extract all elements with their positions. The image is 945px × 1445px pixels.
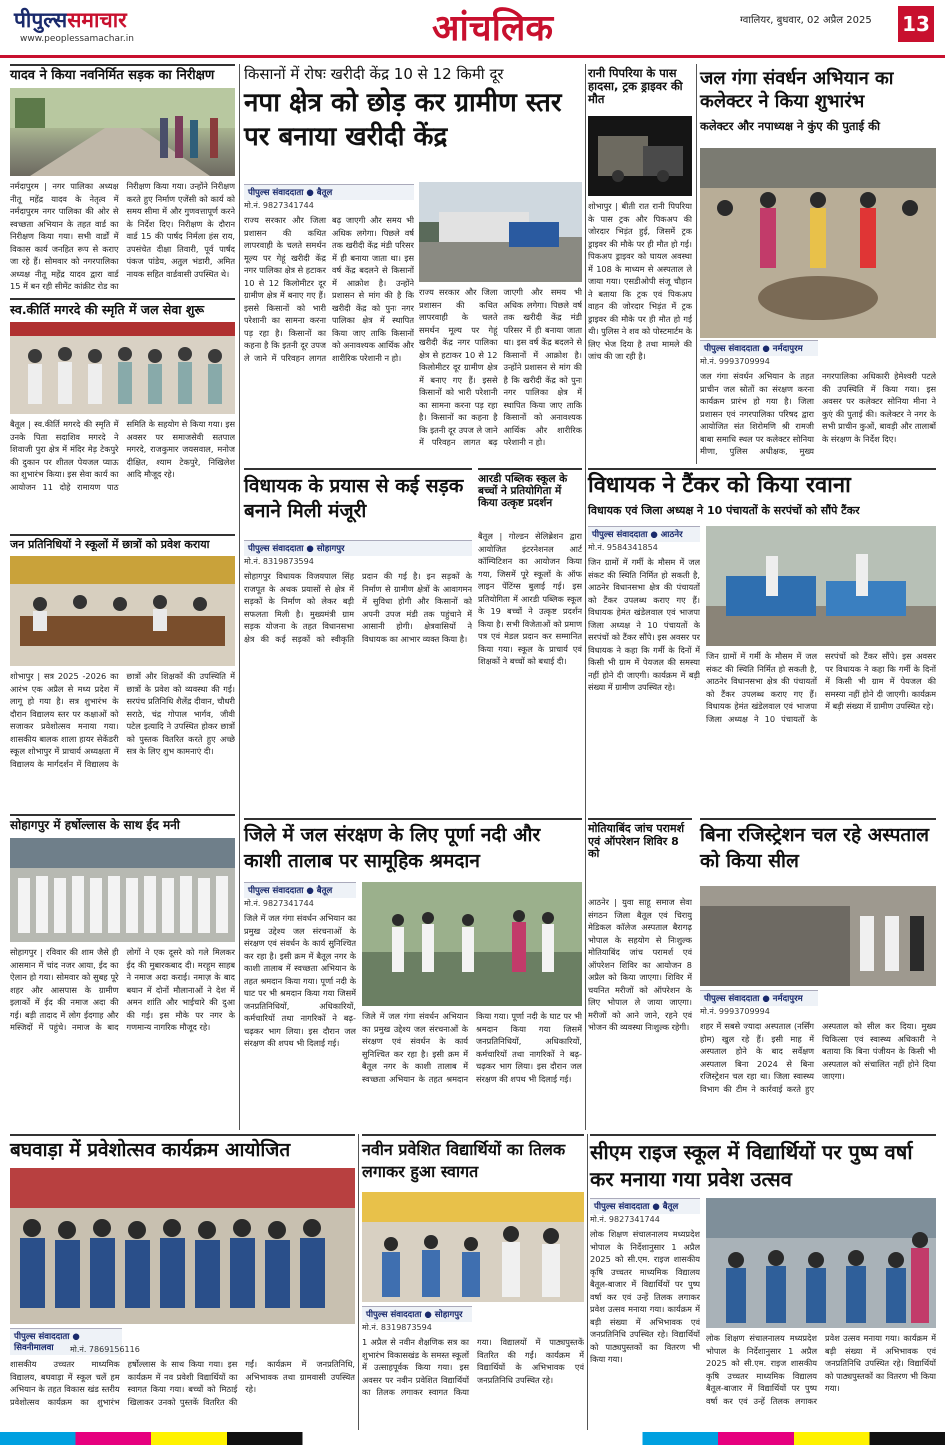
subheadline: विधायक एवं जिला अध्यक्ष ने 10 पंचायतों के सरपंचों को सौंपे टैंकर [588,504,860,518]
headline: बिना रजिस्ट्रेशन चल रहे अस्पताल को किया सील [700,824,930,872]
photo-illustration [10,838,235,942]
story-tanker [588,468,936,812]
story-tilak [362,1134,584,1430]
story-body: सोहागपुर विधायक विजयपाल सिंह राजपूत के अथक प्रयासों से क्षेत्र में सड़कों के निर्माण को लेकर बड़ी सफलता मिली है। मुख्यमंत्री ग्राम सड़क योजना के तहत विधानसभा क्षेत्र की कई सड़कों को स्वीकृति प्रदान की गई है। इन सड़कों के निर्माण से ग्रामीण क्षेत्रों के आवागमन में सुविधा होगी और किसानों को अपनी उपज मंडी तक पहुंचाने में आसानी होगी। क्षेत्रवासियों ने विधायक का आभार व्यक्त किया है। [244,571,472,644]
byline: पीपुल्स संवाददाता ● सिवनीमालवा [10,1328,122,1355]
byline: पीपुल्स संवाददाता ● नर्मदापुरम [700,340,818,356]
story-body: शासकीय उच्चतर माध्यमिक विद्यालय, बघवाड़ा में स्कूल चलें हम अभियान के तहत विकास खंड स्तरीय प्रवेशोत्सव कार्यक्रम का शुभारंभ हर्षोल्लास के साथ किया गया। इस कार्यक्रम में नव प्रवेशी विद्यार्थियों का स्वागत किया गया। बच्चों को मिठाई खिलाकर उनको पुस्तकें वितरित की गईं। कार्यक्रम में जनप्रतिनिधि, अभिभावक तथा ग्रामवासी उपस्थित रहे। [10,1359,355,1407]
mobile-number: मो.नं. 9993709994 [700,1007,770,1016]
mobile-number: मो.नं. 9993709994 [700,357,770,366]
story-body: शहर में सबसे ज्यादा अस्पताल (नर्सिंग होम) खुल रहे हैं। इसी माह में अस्पताल होने के बाद सर्वेक्षण अस्पताल बिना 2024 से बिना रजिस्ट्रेशन चल रहा था। जिला स्वास्थ्य विभाग की टीम ने कार्रवाई करते हुए अस्पताल को सील कर दिया। मुख्य चिकित्सा एवं स्वास्थ्य अधिकारी ने बताया कि बिना पंजीयन के किसी भी अस्पताल को संचालित नहीं होने दिया जाएगा। [700,1021,936,1094]
headline: जिले में जल संरक्षण के लिए पूर्णा नदी और काशी तालाब पर सामूहिक श्रमदान [244,824,541,872]
story-procurement-center [244,64,582,464]
story-body-cont: जिन ग्रामों में गर्मी के मौसम में जल संकट की स्थिति निर्मित हो सकती है, आठनेर विधानसभा क्षेत्र की पंचायतों को टैंकर उपलब्ध कराए गए हैं। विधायक हेमंत खंडेलवाल एवं भाजपा जिला अध्यक्ष ने 10 पंचायतों के सरपंचों को टैंकर सौंपे। इस अवसर पर विधायक ने कहा कि गर्मी के दिनों में किसी भी ग्राम में पेयजल की समस्या नहीं होने दी जाएगी। कार्यक्रम में बड़ी संख्या में ग्रामीण उपस्थित रहे। [706,651,936,724]
headline: मोतियाबिंद जांच परामर्श एवं ऑपरेशन शिविर 8 को [588,822,685,861]
column-rule [239,64,240,1130]
photo-illustration [10,1168,355,1324]
story-body: शोभापुर | बीती रात रानी पिपरिया के पास ट्रक और पिकअप की जोरदार भिड़ंत हुई, जिसमें ट्रक ड्राइवर की मौके पर ही मौत हो गई। पिकअप ड्राइवर को घायल अवस्था में 108 के माध्यम से अस्पताल ले जाया गया। एसडीओपी संजू चौहान ने बताया कि ट्रक एवं पिकअप वाहन की जोरदार भिड़ंत में ट्रक ड्राइवर की मौके पर ही मौत हो गई थी। पुलिस ने शव को पोस्टमार्टम के लिए भेज दिया है तथा मामले की जांच की जा रही है। [588,201,692,361]
story-body: जिन ग्रामों में गर्मी के मौसम में जल संकट की स्थिति निर्मित हो सकती है, आठनेर विधानसभा क्षेत्र की पंचायतों को टैंकर उपलब्ध कराए गए हैं। विधायक हेमंत खंडेलवाल एवं भाजपा जिला अध्यक्ष ने 10 पंचायतों के सरपंचों को टैंकर सौंपे। इस अवसर पर विधायक ने कहा कि गर्मी के दिनों में किसी भी ग्राम में पेयजल की समस्या नहीं होने दी जाएगी। कार्यक्रम में बड़ी संख्या में ग्रामीण उपस्थित रहे। [588,557,700,692]
news-photo [700,148,936,338]
story-road-inspection [10,64,235,294]
photo-illustration [706,1198,936,1328]
byline: पीपुल्स संवाददाता ● सोहागपुर [244,540,472,556]
brand-logo: पीपुल्ससमाचार [14,8,127,32]
column-rule [358,1134,359,1430]
story-body: बैतूल | गोल्डन सेलिब्रेशन द्वारा आयोजित इंटरनेशनल आर्ट कॉम्पिटिशन का आयोजन किया गया, जिसमें पूरे स्कूलों के ऑफ लाइन पेंटिंग्स बुलाई गई। इस प्रतियोगिता में आरडी पब्लिक स्कूल के 19 बच्चों ने उत्कृष्ट प्रदर्शन किया है। सभी विजेताओं को प्रमाण पत्र एवं मेडल प्रदान कर सम्मानित किया गया। स्कूल के प्राचार्य एवं शिक्षकों ने बच्चों को बधाई दी। [478,531,582,666]
byline: पीपुल्स संवाददाता ● नर्मदापुरम [700,990,818,1006]
column-rule [696,64,697,464]
story-eid [10,814,235,1130]
news-photo [10,1168,355,1324]
mobile-number: मो.नं. 9827341744 [244,201,314,210]
story-body: आठनेर | युवा साहू समाज सेवा संगठन जिला बैतूल एवं चिरायु मेडिकल कॉलेज अस्पताल बैरागढ़ भोपाल के सहयोग से निःशुल्क मोतियाबिंद जांच परामर्श एवं ऑपरेशन शिविर का आयोजन 8 अप्रैल को किया जाएगा। शिविर में चयनित मरीजों को ऑपरेशन के लिए भोपाल ले जाया जाएगा। मरीजों को आने जाने, रहने एवं भोजन की व्यवस्था निःशुल्क रहेगी। [588,897,692,1032]
headline: आरडी पब्लिक स्कूल के बच्चों ने प्रतियोगिता में किया उत्कृष्ट प्रदर्शन [478,473,568,510]
photo-illustration [10,88,235,176]
story-jal-ganga [700,64,936,464]
mobile-number: मो.नं. 9827341744 [590,1215,660,1224]
news-photo [10,322,235,414]
mobile-number: मो.नं. 8319873594 [244,557,314,566]
news-photo [588,116,692,196]
photo-illustration [10,322,235,414]
mobile-number: मो.नं. 8319873594 [362,1323,432,1332]
column-rule [587,1134,588,1430]
news-photo [362,1192,584,1302]
story-water-service [10,298,235,530]
headline: स्व.कीर्ति मगरदे की स्मृति में जल सेवा शुरू [10,302,205,317]
headline: बघवाड़ा में प्रवेशोत्सव कार्यक्रम आयोजित [10,1139,291,1161]
story-body-cont: जिले में जल गंगा संवर्धन अभियान का प्रमुख उद्देश्य जल संरचनाओं के संरक्षण एवं संवर्धन के कार्य सुनिश्चित कर रहा है। इसी क्रम में बैतूल नगर के काशी तालाब में स्वच्छता अभियान के तहत श्रमदान किया गया। पूर्णा नदी के घाट पर भी श्रमदान किया गया जिसमें जनप्रतिनिधियों, अधिकारियों, कर्मचारियों तथा नागरिकों ने बढ़-चढ़कर भाग लिया। इस दौरान जल संरक्षण की शपथ भी दिलाई गई। [362,1011,582,1084]
mobile-number: मो.नं. 9827341744 [244,899,314,908]
masthead [0,0,945,58]
page-number: 13 [898,6,934,42]
story-shramdan [244,818,582,1130]
story-body-cont: राज्य सरकार और जिला प्रशासन की कथित लापरवाही के चलते समर्थन मूल्य पर गेहूं खरीदी केंद्र नगर पालिका क्षेत्र से हटाकर 10 से 12 किलोमीटर दूर ग्रामीण क्षेत्र में बनाए गए हैं। इससे किसानों को भारी परेशानी का सामना करना पड़ रहा है। किसानों का कहना है कि इतनी दूर उपज ले जाने में परिवहन लागत बढ़ जाएगी और समय भी अधिक लगेगा। पिछले वर्ष तक खरीदी केंद्र मंडी परिसर में ही बनाया जाता था। इस वर्ष केंद्र बदलने से किसानों में आक्रोश है। उन्होंने प्रशासन से मांग की है कि खरीदी केंद्र को पुनः नगर पालिका क्षेत्र में स्थापित किया जाए ताकि किसानों को अनावश्यक आर्थिक और शारीरिक परेशानी न हो। [419,287,582,447]
photo-illustration [588,116,692,196]
story-rd-school [478,468,582,812]
photo-illustration [362,882,582,1006]
story-body: 1 अप्रैल से नवीन शैक्षणिक सत्र का शुभारंभ विकासखंड के समस्त स्कूलों में उत्साहपूर्वक किया गया। इस अवसर पर नवीन प्रवेशित विद्यार्थियों का तिलक लगाकर स्वागत किया गया। विद्यालयों में पाठ्यपुस्तकें वितरित की गईं। कार्यक्रम में विद्यार्थियों के अभिभावक एवं जनप्रतिनिधि उपस्थित रहे। [362,1337,584,1397]
mobile-number: मो.नं. 9584341854 [588,543,658,552]
story-body: जिले में जल गंगा संवर्धन अभियान का प्रमुख उद्देश्य जल संरचनाओं के संरक्षण एवं संवर्धन के कार्य सुनिश्चित कर रहा है। इसी क्रम में बैतूल नगर के काशी तालाब में स्वच्छता अभियान के तहत श्रमदान किया गया। पूर्णा नदी के घाट पर भी श्रमदान किया गया जिसमें जनप्रतिनिधियों, अधिकारियों, कर्मचारियों तथा नागरिकों ने बढ़-चढ़कर भाग लिया। इस दौरान जल संरक्षण की शपथ भी दिलाई गई। [244,913,356,1048]
byline: पीपुल्स संवाददाता ● आठनेर [588,526,700,542]
story-cm-rise [590,1134,936,1430]
news-photo [700,886,936,986]
story-body: राज्य सरकार और जिला प्रशासन की कथित लापरवाही के चलते समर्थन मूल्य पर गेहूं खरीदी केंद्र नगर पालिका क्षेत्र से हटाकर 10 से 12 किलोमीटर दूर ग्रामीण क्षेत्र में बनाए गए हैं। इससे किसानों को भारी परेशानी का सामना करना पड़ रहा है। किसानों का कहना है कि इतनी दूर उपज ले जाने में परिवहन लागत बढ़ जाएगी और समय भी अधिक लगेगा। पिछले वर्ष तक खरीदी केंद्र मंडी परिसर में ही बनाया जाता था। इस वर्ष केंद्र बदलने से किसानों में आक्रोश है। उन्होंने प्रशासन से मांग की है कि खरीदी केंद्र को पुनः नगर पालिका क्षेत्र में स्थापित किया जाए ताकि किसानों को अनावश्यक आर्थिक और शारीरिक परेशानी न हो। [244,215,414,363]
story-body-cont: लोक शिक्षण संचालनालय मध्यप्रदेश भोपाल के निर्देशानुसार 1 अप्रैल 2025 को सी.एम. राइज शासकीय कृषि उच्चतर माध्यमिक विद्यालय बैतूल-बाजार में विद्यार्थियों पर पुष्प वर्षा कर एवं उन्हें तिलक लगाकर प्रवेश उत्सव मनाया गया। कार्यक्रम में बड़ी संख्या में अभिभावक एवं जनप्रतिनिधि उपस्थित रहे। विद्यार्थियों को पाठ्यपुस्तकों का वितरण भी किया गया। [706,1333,936,1406]
photo-illustration [706,526,936,646]
dateline: ग्वालियर, बुधवार, 02 अप्रैल 2025 [740,15,872,26]
photo-illustration [419,182,582,282]
byline: पीपुल्स संवाददाता ● बैतूल [244,882,356,898]
story-body: जल गंगा संवर्धन अभियान के तहत प्राचीन जल स्रोतों का संरक्षण करना कार्यक्रम प्रारंभ हो गया है। जिला प्रशासन एवं नगरपालिका परिषद द्वारा आयोजित संत शिरोमणि श्री रामजी बाबा समाधि स्थल पर कलेक्टर सोनिया मीणा, पुलिस अधीक्षक, मुख्य नगरपालिका अधिकारी हेमेश्वरी पटले की उपस्थिति में किया गया। इस अवसर पर कलेक्टर सोनिया मीना ने कुएं की पुताई की। कलेक्टर ने नगर के सभी प्राचीन कुओं, बावड़ी और तालाबों के संरक्षण के निर्देश दिए। [700,371,936,456]
story-eye-camp [588,818,692,1130]
headline: विधायक ने टैंकर को किया रवाना [588,473,851,498]
photo-illustration [10,556,235,666]
headline: सीएम राइज स्कूल में विद्यार्थियों पर पुष्प वर्षा कर मनाया गया प्रवेश उत्सव [590,1140,913,1191]
column-rule [585,64,586,1130]
story-body: नर्मदापुरम | नगर पालिका अध्यक्ष नीतू महेंद्र यादव के नेतृत्व में नर्मदापुरम नगर पालिका की ओर से स्वच्छता अभियान के तहत वार्ड का निरीक्षण किया गया। सभी वार्डों में विकास कार्य जनहित रूप से कराए जा रहे हैं। सोमवार को नगरपालिका अध्यक्ष नीतू महेंद्र यादव द्वारा वार्ड 15 में बन रही सीमेंट कांक्रीट रोड का निरीक्षण किया गया। उन्होंने निरीक्षण करते हुए निर्माण एजेंसी को कार्य को समय सीमा में और गुणवत्तापूर्ण करने के निर्देश दिए। निरीक्षण के दौरान वार्ड 15 की पार्षद निर्मला हंस राय, उपसंचेत दीक्षा तिवारी, पूर्व पार्षद पंकज पांडेय, अतुल भंडारी, अमित नायक सहित वार्डवासी उपस्थित थे। [10,181,235,291]
headline: जन प्रतिनिधियों ने स्कूलों में छात्रों को प्रवेश कराया [10,538,210,551]
byline: पीपुल्स संवाददाता ● बैतूल [244,184,414,200]
story-mla-roads [244,468,472,812]
story-body: शोभापुर | सत्र 2025 -2026 का आरंभ एक अप्रैल से मध्य प्रदेश में लागू हो गया है। सत्र शुभारंभ के दौरान विद्यालय स्तर पर कक्षाओं को सजाकर प्रवेशोत्सव मनाया गया। शासकीय बालक शाला हायर सेकेंडरी स्कूल शोभापुर में प्राचार्य अध्यक्षता में विद्यालय के मार्गदर्शन में विद्यालय के छात्रों और शिक्षकों की उपस्थिति में छात्रों के प्रवेश को व्यवस्था की गई। सरपंच प्रतिनिधि शैलेंद्र दीवान, चौधरी सराठे, चंद्र गोपाल भार्गव, जीवी पटेल इत्यादि ने उपस्थित होकर छात्रों को पुस्तक वितरित करते हुए अच्छे सत्र के लिए शुभ कामनाएं दी। [10,671,235,769]
news-photo [362,882,582,1006]
news-photo [706,1198,936,1328]
kicker: किसानों में रोषः खरीदी केंद्र 10 से 12 किमी दूर [244,65,504,83]
story-hospital-seal [700,818,936,1130]
story-body: सोहागपुर | रविवार की शाम जैसे ही आसमान में चांद नजर आया, ईद का ऐलान हो गया। सोमवार को सुबह पूरे शहर और आसपास के ग्रामीण इलाकों में ईद की नमाज अदा की गई। बड़ी तादाद में लोग ईदगाह और मस्जिदों में पहुंचे। नमाज के बाद लोगों ने एक दूसरे को गले मिलकर ईद की मुबारकबाद दी। मरहूम साहब ने नमाज अदा कराई। नमाज़ के बाद बयान में दोनों मौलानाओं ने देश में अमन शांति और भाईचारे की दुआ की गई। इस मौके पर नगर के गणमान्य नागरिक मौजूद रहे। [10,947,235,1032]
news-photo [419,182,582,282]
photo-illustration [700,886,936,986]
site-url: www.peoplessamachar.in [20,34,134,44]
section-title: आंचलिक [432,7,554,49]
news-photo [10,88,235,176]
headline: नवीन प्रवेशित विद्यार्थियों का तिलक लगाकर हुआ स्वागत [362,1140,566,1181]
story-body: बैतूल | स्व.कीर्ति मगरदे की स्मृति में उनके पिता सदाशिव मगरदे ने शिवाजी पुरा क्षेत्र में मंदिर मेड़ टेकपुरे की दुकान पर शीतल पेयजल प्याऊ का शुभारंभ किया। इस सेवा कार्य का आयोजन 11 दोहे रामायण पाठ समिति के सहयोग से किया गया। इस अवसर पर समाजसेवी सतपाल मगरदे, राजकुमार जयसवाल, मनोज दीक्षित, श्याम टेकपुरे, निखिलेश आदि मौजूद रहे। [10,419,235,492]
news-photo [10,556,235,666]
news-photo [10,838,235,942]
story-body: लोक शिक्षण संचालनालय मध्यप्रदेश भोपाल के निर्देशानुसार 1 अप्रैल 2025 को सी.एम. राइज शासकीय कृषि उच्चतर माध्यमिक विद्यालय बैतूल-बाजार में विद्यार्थियों पर पुष्प वर्षा कर एवं उन्हें तिलक लगाकर प्रवेश उत्सव मनाया गया। कार्यक्रम में बड़ी संख्या में अभिभावक एवं जनप्रतिनिधि उपस्थित रहे। विद्यार्थियों को पाठ्यपुस्तकों का वितरण भी किया गया। [590,1229,700,1364]
headline: विधायक के प्रयास से कई सड़क बनाने मिली मंजूरी [244,475,464,522]
headline: रानी पिपरिया के पास हादसा, ट्रक ड्राइवर की मौत [588,66,683,107]
story-baghwada [10,1134,355,1430]
headline: नपा क्षेत्र को छोड़ कर ग्रामीण स्तर पर बनाया खरीदी केंद्र [244,88,562,153]
news-photo [706,526,936,646]
color-registration-strip [0,1432,945,1445]
byline: पीपुल्स संवाददाता ● बैतूल [590,1198,700,1214]
story-school-admission [10,534,235,810]
byline: पीपुल्स संवाददाता ● सोहागपुर [362,1306,472,1322]
photo-illustration [700,148,936,338]
headline: यादव ने किया नवनिर्मित सड़क का निरीक्षण [10,68,215,83]
photo-illustration [362,1192,584,1302]
headline: जल गंगा संवर्धन अभियान का कलेक्टर ने किया शुभारंभ [700,68,894,113]
headline: सोहागपुर में हर्षोल्लास के साथ ईद मनी [10,818,180,832]
subheadline: कलेक्टर और नपाध्यक्ष ने कुंए की पुताई की [700,118,880,133]
story-accident [588,64,692,464]
mobile-number: मो.नं. 7869156116 [70,1345,140,1354]
